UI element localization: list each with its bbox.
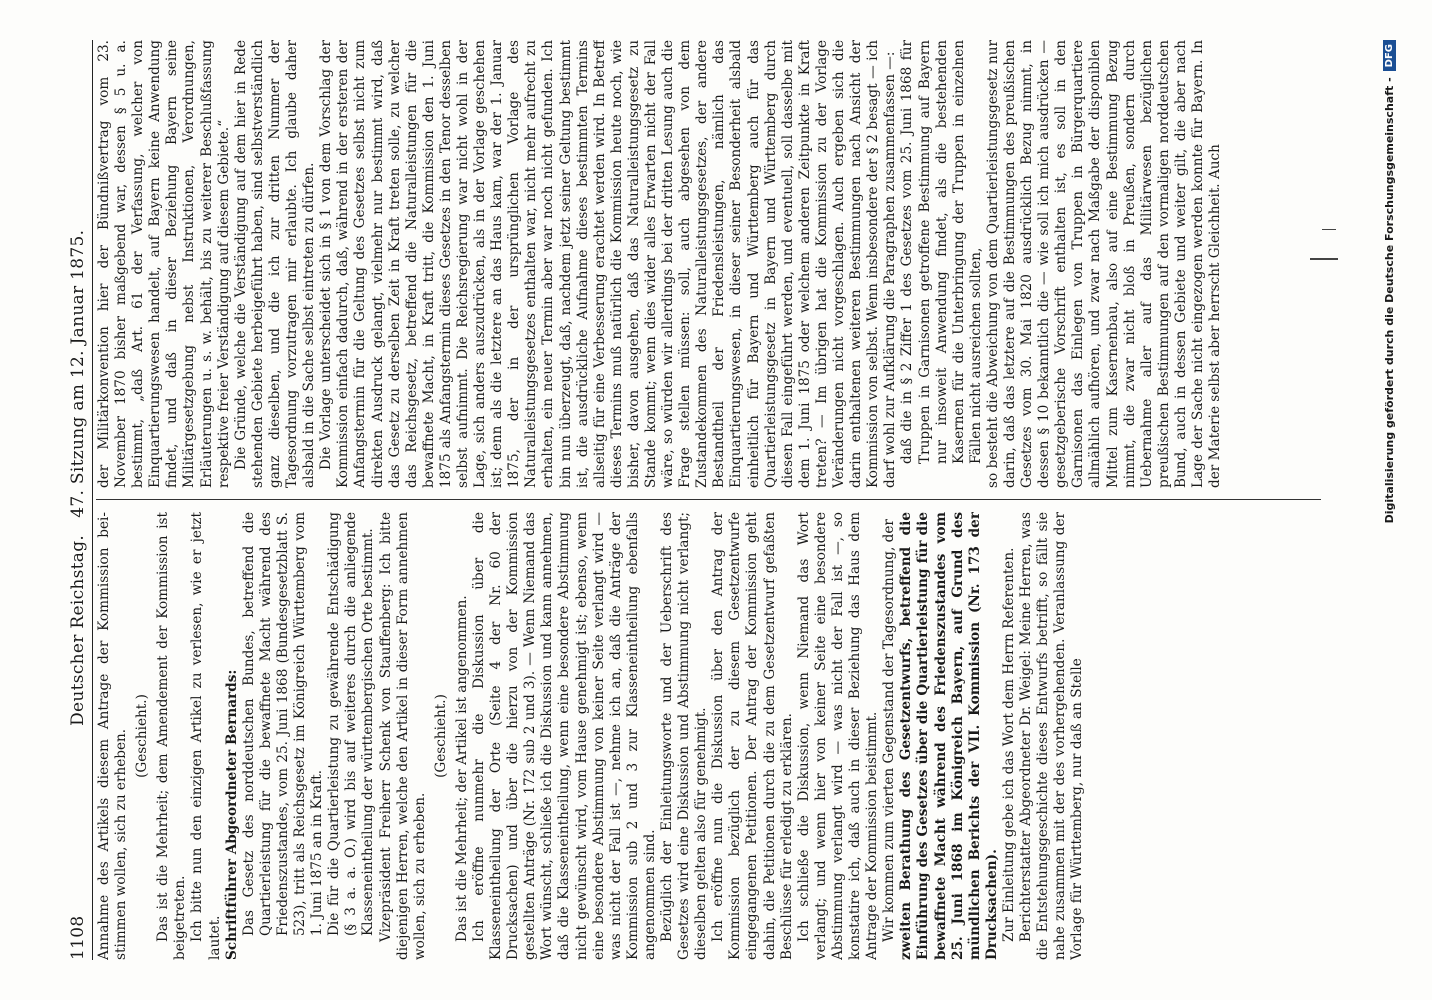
header-rule bbox=[92, 40, 93, 960]
paragraph: Zur Einleitung gebe ich das Wort dem Herrn Referenten. bbox=[1000, 547, 1017, 942]
page-number: 1108 bbox=[68, 915, 88, 960]
paragraph: Vizepräsident Freiherr Schenk von Stauffenberg: Ich bitte diejenigen Herren, welche den Artikel in dieser Form annehmen wollen, sich zu erheben. bbox=[377, 512, 428, 960]
paragraph: Ich eröffne nunmehr die Diskussion über die Klasseneintheilung der Orte (Seite 4 der Nr. 60 der Drucksachen) und über die hierzu von der Kommission gestellten Anträge (Nr. 172 sub 2 und 3). — Wenn Niemand das Wort wünscht, schließe ich die Diskussion und kann annehmen, daß die Klasseneintheilung, wenn eine besondere Abstimmung nicht gewünscht wird, vom Hause genehmigt ist; ebenso, wenn eine besondere Abstimmung von keiner Seite verlangt wird — was nicht der Fall ist —, nehme ich an, daß die Anträge der Kommission sub 2 und 3 zur Klasseneintheilung ebenfalls angenommen sind. bbox=[470, 512, 658, 960]
left-text-column bbox=[96, 512, 1316, 960]
paragraph: Wir kommen zum vierten Gegenstand der Tagesordnung, der bbox=[881, 519, 898, 942]
paragraph: Ich schließe die Diskussion, wenn Niemand das Wort verlangt; und wenn hier von keiner Seite eine besondere Abstimmung verlangt wird — was nicht der Fall ist —, so konstatire ich, daß auch in dieser Beziehung das Haus dem Antrage der Kommission beistimmt. bbox=[795, 512, 881, 960]
paragraph: Bezüglich der Einleitungsworte und der Ueberschrift des Gesetzes wird eine Diskussion und Abstimmung nicht verlangt; dieselben gelten also für genehmigt. bbox=[659, 512, 710, 960]
running-head bbox=[62, 40, 88, 960]
paragraph: zweiten Berathung des Gesetzentwurfs, betreffend die Einführung des Gesetzes über die Quartierleistung für die bewaffnete Macht während des Friedenszustandes vom 25. Juni 1868 im Königreich Bayern, auf Grund des mündlichen Berichts der VII. Kommission (Nr. 173 der Drucksachen). bbox=[898, 512, 1000, 960]
right-text-column bbox=[96, 40, 1316, 488]
paragraph: Ich eröffne nun die Diskussion über den Antrag der Kommission bezüglich der zu diesem Gesetzentwurfe eingegangenen Petitionen. Der Antrag der Kommission geht dahin, die Petitionen durch die zu dem Gesetzentwurf gefaßten Beschlüsse für erledigt zu erklären. bbox=[710, 512, 795, 960]
paragraph: Das ist die Mehrheit; der Artikel ist angenommen. bbox=[453, 595, 470, 942]
paragraph: Annahme des Artikels diesem Antrage der Kommission bei-stimmen wollen, sich zu erheben. bbox=[96, 512, 130, 960]
paragraph: Die für die Quartierleistung zu gewährende Entschädigung (§ 3 a. a. O.) wird bis auf weiteres durch die anliegende Klasseneintheilung der württembergischen Orte bestimmt. bbox=[326, 512, 377, 936]
paragraph: Die Vorlage unterscheidet sich in § 1 von dem Vorschlag der Kommission einfach dadurch, daß, während in der ersteren der Anfangstermin für die Geltung des Gesetzes selbst nicht zum direkten Ausdruck gelangt, vielmehr nur bestimmt wird, daß das Gesetz zu derselben Zeit in Kraft treten solle, zu welcher das Reichsgesetz, betreffend die Naturalleistungen für die bewaffnete Macht, in Kraft tritt, die Kommission den 1. Juni 1875 als Anfangstermin dieses Gesetzes in den Tenor desselben selbst aufnimmt. Die Reichsregierung war nicht wohl in der Lage, sich anders auszudrücken, als in der Vorlage geschehen ist; denn als die letztere an das Haus kam, war der 1. Januar 1875, der in der ursprünglichen Vorlage des Naturalleistungsgesetzes enthalten war, nicht mehr aufrecht zu erhalten, ein neuer Termin aber war noch nicht gefunden. Ich bin nun überzeugt, daß, nachdem jetzt seiner Geltung bestimmt ist, die ausdrückliche Aufnahme dieses bestimmten Termins allseitig für eine Verbesserung erachtet werden wird. In Betreff dieses Termins muß natürlich die Kommission heute noch, wie bisher, davon ausgehen, daß das Naturalleistungsgesetz zu Stande kommt; wenn dies wider alles Erwarten nicht der Fall wäre, so würden wir allerdings bei der dritten Lesung auch die Frage stellen müssen: soll, auch abgesehen von dem Zustandekommen des Naturalleistungsgesetzes, der andere Bestandtheil der Friedensleistungen, nämlich das Einquartierungswesen, in dieser seiner Besonderheit alsbald einheitlich für Bayern und Württemberg auch für das Quartierleistungsgesetz in Bayern und Württemberg durch diesen Fall eingeführt werden, und eventuell, soll dasselbe mit dem 1. Juni 1875 oder welchem anderen Zeitpunkte in Kraft treten? — Im übrigen hat die Kommission zu der Vorlage Veränderungen nicht vorgeschlagen. Auch ergeben sich die darin enthaltenen weiteren Bestimmungen nach Ansicht der Kommission von selbst. Wenn insbesondere der § 2 besagt — ich darf wohl zur Aufklärung die Paragraphen zusammenfassen —: bbox=[318, 40, 899, 488]
paragraph: Das ist die Mehrheit; dem Amendement der Kommission ist beigetreten. bbox=[155, 512, 189, 960]
column-divider bbox=[96, 499, 1321, 500]
paragraph: daß die in § 2 Ziffer 1 des Gesetzes vom 25. Juni 1868 für Truppen in Garnisonen getroffene Bestimmung auf Bayern nur insoweit Anwendung findet, als die bestehenden Kasernen für die Unterbringung der Truppen in einzelnen Fällen nicht ausreichen sollten, bbox=[899, 40, 984, 464]
paragraph: (Geschieht.) bbox=[432, 694, 449, 778]
dfg-logo: DFG bbox=[1383, 40, 1396, 71]
paragraph: Das Gesetz des norddeutschen Bundes, betreffend die Quartierleistung für die bewaffnete Macht während des Friedenszustandes, vom 25. Juni 1868 (Bundesgesetzblatt S. 523), tritt als Reichsgesetz im Königreich Württemberg vom 1. Juni 1875 an in Kraft. bbox=[240, 512, 326, 936]
paragraph: Die Gründe, welche die Verständigung auf dem hier in Rede stehenden Gebiete herbeigeführt haben, sind selbstverständlich ganz dieselben, und die ich zur dritten Nummer der Tagesordnung vorzutragen mir erlaubte. Ich glaube daher alsbald in die Sache selbst eintreten zu dürfen. bbox=[232, 40, 318, 488]
paragraph: Schriftführer Abgeordneter Bernards: bbox=[223, 669, 240, 960]
scan-tick-mark bbox=[1322, 229, 1336, 230]
digitization-note: Digitalisierung gefördert durch die Deutsche Forschungsgemeinschaft - bbox=[1382, 77, 1396, 524]
journal-title bbox=[68, 40, 88, 916]
scan-tick-mark bbox=[1310, 258, 1338, 260]
session-title-text: 47. Sitzung am 12. Januar 1875. bbox=[68, 229, 88, 518]
journal-title-text: Deutscher Reichstag. bbox=[68, 534, 88, 726]
paragraph: Berichterstatter Abgeordneter Dr. Weigel: Meine Herren, was die Entstehungsgeschichte dieses Entwurfs betrifft, so fällt sie nahe zusammen mit der des vorhergehenden. Veranlassung der Vorlage für Württemberg, nur daß an Stelle bbox=[1017, 512, 1086, 960]
paragraph: (Geschieht.) bbox=[134, 694, 151, 778]
paragraph: so besteht die Abweichung von dem Quartierleistungsgesetz nur darin, daß das letztere auf die Bestimmungen des preußischen Gesetzes vom 30. Mai 1820 ausdrücklich Bezug nimmt, in dessen § 10 bekanntlich die — wie soll ich mich ausdrücken — gesetzgeberische Vorschrift enthalten ist, es soll in den Garnisonen das Einlegen von Truppen in Bürgerquartiere allmählich aufhören, und zwar nach Maßgabe der disponiblen Mittel zum Kasernenbau, also auf eine Bestimmung Bezug nimmt, die zwar nicht bloß in Preußen, sondern durch Uebernahme aller auf das Militärwesen bezüglichen preußischen Bestimmungen auf den vormaligen norddeutschen Bund, auch in dessen Gebiete und weiter gilt, die aber nach Lage der Sache nicht eingezogen werden konnte für Bayern. In der Materie selbst aber herrscht Gleichheit. Auch bbox=[984, 40, 1224, 488]
digitization-footer bbox=[1380, 40, 1398, 960]
paragraph: der Militärkonvention hier der Bündnißvertrag vom 23. November 1870 bisher maßgebend war, dessen § 5 u. a. bestimmt, „daß Art. 61 der Verfassung, welcher von Einquartierungswesen handelt, auf Bayern keine Anwendung findet, und daß in dieser Beziehung Bayern seine Militärgesetzgebung nebst Instruktionen, Verordnungen, Erläuterungen u. s. w. behält, bis zu weiterer Beschlußfassung respektive freier Verständigung auf diesem Gebiete.“ bbox=[96, 40, 232, 488]
paragraph: Ich bitte nun den einzigen Artikel zu verlesen, wie er jetzt lautet. bbox=[189, 512, 223, 960]
